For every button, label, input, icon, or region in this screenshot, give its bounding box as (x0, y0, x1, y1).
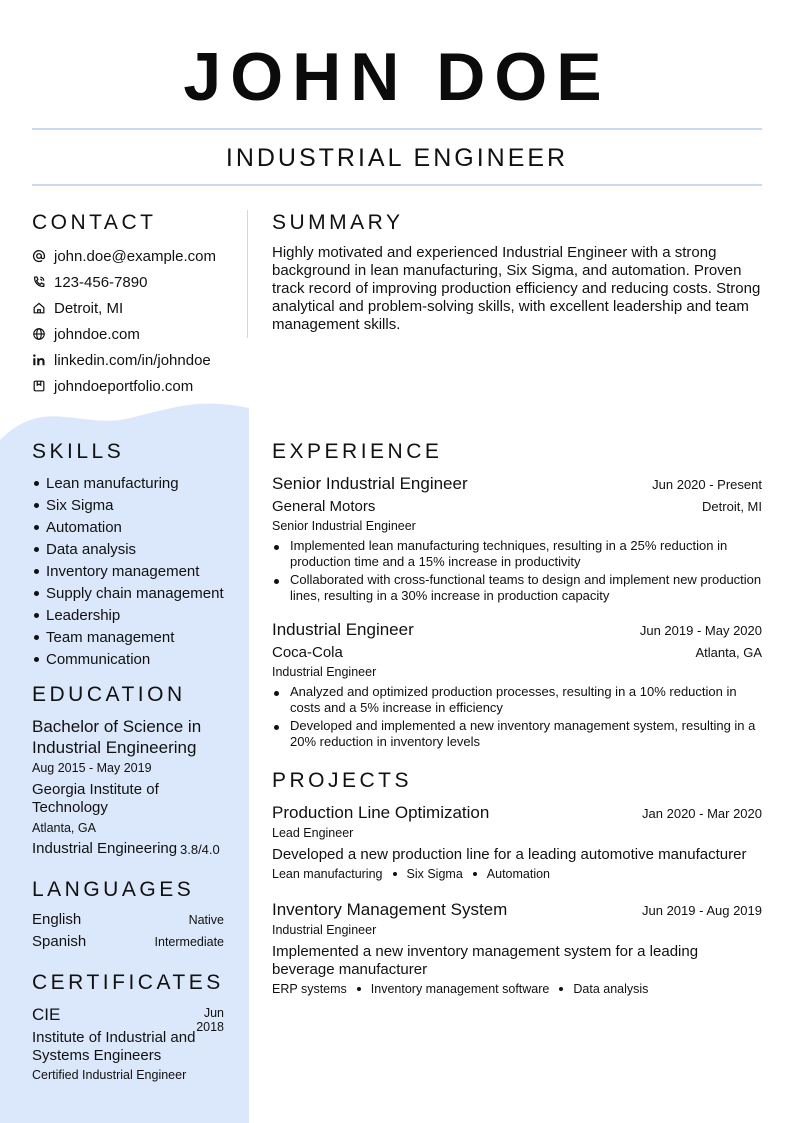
list-item: Developed and implemented a new inventory management system, resulting in a 20% reduction in inventory levels (272, 718, 762, 749)
education-location: Atlanta, GA (32, 821, 96, 835)
project-tags (272, 867, 550, 881)
list-item: Implemented lean manufacturing techniques, resulting in a 25% reduction in production time and a 15% increase in productivity (272, 538, 762, 569)
language-row (32, 911, 224, 928)
job-dates: Jun 2020 - Present (652, 477, 762, 492)
resume-name: JOHN DOE (183, 39, 611, 115)
contact-phone-text: 123-456-7890 (54, 273, 148, 291)
certificate-issuer: Institute of Industrial and Systems Engineers (32, 1029, 196, 1064)
job-subrole: Industrial Engineer (272, 665, 377, 679)
project-header (272, 900, 762, 920)
education-gpa: 3.8/4.0 (180, 842, 220, 857)
contact-heading: CONTACT (32, 211, 157, 234)
education-school: Georgia Institute of Technology (32, 781, 159, 816)
contact-location-text: Detroit, MI (54, 299, 124, 317)
resume-title: INDUSTRIAL ENGINEER (225, 144, 569, 172)
project-tag: Inventory management software (370, 982, 550, 996)
experience-heading: EXPERIENCE (272, 440, 443, 463)
globe-icon (32, 327, 46, 341)
project-tag: Data analysis (573, 982, 649, 996)
job-header (272, 620, 762, 640)
job-role: Industrial Engineer (272, 620, 414, 639)
summary-heading: SUMMARY (272, 211, 404, 234)
skill-item: Six Sigma (32, 494, 224, 516)
job-bullets (272, 538, 762, 606)
skill-item: Lean manufacturing (32, 472, 224, 494)
job-company-row (272, 644, 762, 661)
contact-portfolio-text: johndoeportfolio.com (54, 377, 194, 395)
job-location: Detroit, MI (702, 499, 762, 514)
skills-list (32, 472, 224, 670)
summary-text: Highly motivated and experienced Industrial Engineer with a strong background in lean manufacturing, Six Sigma, and automation. Proven track record of improving production efficiency and reducing costs. Strong analytical and problem-solving skills, with excellent leadership and team management skills. (272, 244, 761, 333)
project-tag: Lean manufacturing (272, 867, 383, 881)
education-heading: EDUCATION (32, 683, 186, 706)
list-item: Analyzed and optimized production processes, resulting in a 10% reduction in costs and a 5% increase in efficiency (272, 684, 762, 715)
job-location: Atlanta, GA (695, 645, 762, 660)
project-tag: Six Sigma (406, 867, 463, 881)
list-item: Collaborated with cross-functional teams to design and implement new production lines, resulting in a 30% increase in production capacity (272, 572, 762, 603)
header-rule-top (32, 128, 762, 130)
certificates-heading: CERTIFICATES (32, 971, 224, 994)
job-company-row (272, 498, 762, 515)
language-level: Native (188, 913, 224, 927)
home-icon (32, 301, 46, 315)
job-company: General Motors (272, 498, 376, 515)
project-role: Industrial Engineer (272, 923, 377, 937)
contact-website[interactable] (32, 321, 242, 347)
languages-heading: LANGUAGES (32, 878, 195, 901)
certificate-name: CIE (32, 1005, 61, 1024)
job-subrole: Senior Industrial Engineer (272, 519, 416, 533)
skills-heading: SKILLS (32, 440, 125, 463)
skill-item: Leadership (32, 604, 224, 626)
contact-email-text: john.doe@example.com (54, 247, 216, 265)
language-level: Intermediate (154, 935, 224, 949)
contact-email[interactable] (32, 243, 242, 269)
skill-item: Automation (32, 516, 224, 538)
project-name: Production Line Optimization (272, 803, 490, 822)
job-dates: Jun 2019 - May 2020 (639, 623, 762, 638)
job-bullets (272, 684, 762, 752)
language-row (32, 933, 224, 950)
skill-item: Inventory management (32, 560, 224, 582)
contact-phone[interactable] (32, 269, 242, 295)
projects-heading: PROJECTS (272, 769, 413, 792)
skill-item: Data analysis (32, 538, 224, 560)
contact-linkedin[interactable] (32, 347, 242, 373)
certificate-date: Jun 2018 (196, 1006, 224, 1034)
linkedin-icon (32, 353, 46, 367)
project-dates: Jan 2020 - Mar 2020 (642, 806, 762, 821)
header-rule-bottom (32, 184, 762, 186)
contact-portfolio[interactable] (32, 373, 242, 399)
project-tags (272, 982, 648, 996)
project-tag: ERP systems (272, 982, 347, 996)
contact-list (32, 243, 242, 399)
job-header (272, 474, 762, 494)
at-icon (32, 249, 46, 263)
project-description: Implemented a new inventory management system for a leading beverage manufacturer (272, 943, 699, 978)
phone-icon (32, 275, 46, 289)
project-header (272, 803, 762, 823)
language-name: English (32, 911, 82, 928)
job-company: Coca-Cola (272, 644, 343, 661)
language-name: Spanish (32, 933, 87, 950)
contact-linkedin-text: linkedin.com/in/johndoe (54, 351, 211, 369)
skill-item: Communication (32, 648, 224, 670)
skill-item: Team management (32, 626, 224, 648)
certificate-description: Certified Industrial Engineer (32, 1068, 187, 1082)
skill-item: Supply chain management (32, 582, 224, 604)
project-role: Lead Engineer (272, 826, 354, 840)
project-dates: Jun 2019 - Aug 2019 (642, 903, 762, 918)
education-dates: Aug 2015 - May 2019 (32, 761, 152, 775)
education-degree: Bachelor of Science in Industrial Engineering (32, 717, 202, 757)
job-role: Senior Industrial Engineer (272, 474, 468, 493)
education-field: Industrial Engineering (32, 840, 178, 857)
contact-location (32, 295, 242, 321)
project-tag: Automation (486, 867, 551, 881)
contact-website-text: johndoe.com (54, 325, 140, 343)
project-name: Inventory Management System (272, 900, 508, 919)
portfolio-icon (32, 379, 46, 393)
project-description: Developed a new production line for a leading automotive manufacturer (272, 846, 747, 863)
column-divider (247, 210, 248, 338)
